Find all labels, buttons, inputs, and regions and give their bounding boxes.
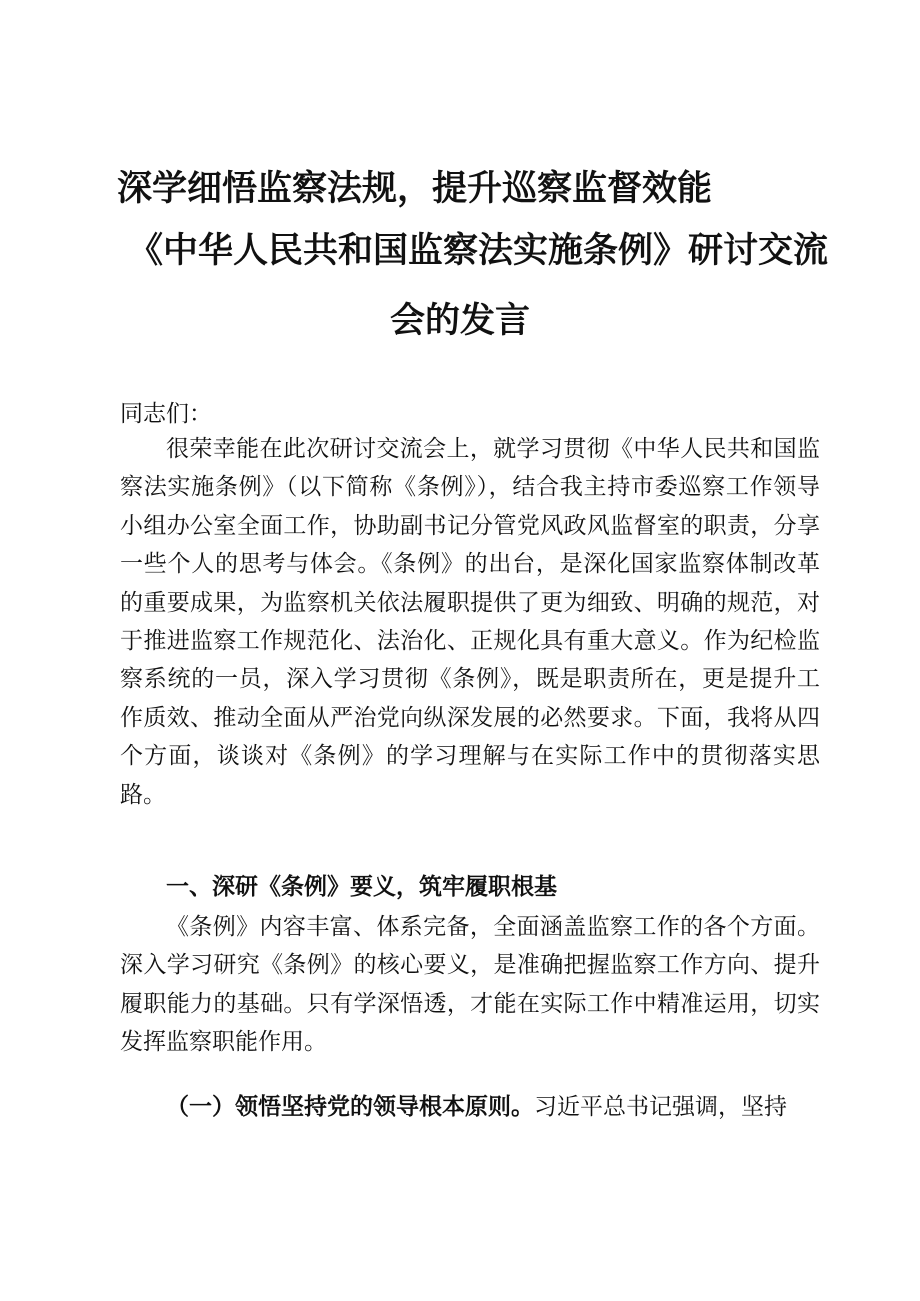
document-title-line-1: 深学细悟监察法规，提升巡察监督效能: [117, 169, 713, 209]
document-title-line-2: 《中华人民共和国监察法实施条例》研讨交流: [128, 231, 829, 271]
subsection-lead: （一）领悟坚持党的领导根本原则。: [166, 1093, 534, 1120]
subsection-text: 习近平总书记强调，坚持: [534, 1094, 787, 1120]
document-title-line-3: 会的发言: [389, 301, 530, 341]
salutation: 同志们：: [120, 401, 212, 427]
subsection-paragraph: [166, 1088, 826, 1126]
paragraph-section-1: 《条例》内容丰富、体系完备，全面涵盖监察工作的各个方面。深入学习研究《条例》的核心要义，是准确把握监察工作方向、提升履职能力的基础。只有学深悟透，才能在实际工作中精准运用，切实发挥监察职能作用。: [120, 914, 820, 1056]
section-heading: 一、深研《条例》要义，筑牢履职根基: [166, 873, 557, 900]
paragraph-intro: 很荣幸能在此次研讨交流会上，就学习贯彻《中华人民共和国监察法实施条例》（以下简称《条例》），结合我主持市委巡察工作领导小组办公室全面工作，协助副书记分管党风政风监督室的职责，分享一些个人的思考与体会。《条例》的出台，是深化国家监察体制改革的重要成果，为监察机关依法履职提供了更为细致、明确的规范，对于推进监察工作规范化、法治化、正规化具有重大意义。作为纪检监察系统的一员，深入学习贯彻《条例》，既是职责所在，更是提升工作质效、推动全面从严治党向纵深发展的必然要求。下面，我将从四个方面，谈谈对《条例》的学习理解与在实际工作中的贯彻落实思路。: [120, 436, 820, 808]
